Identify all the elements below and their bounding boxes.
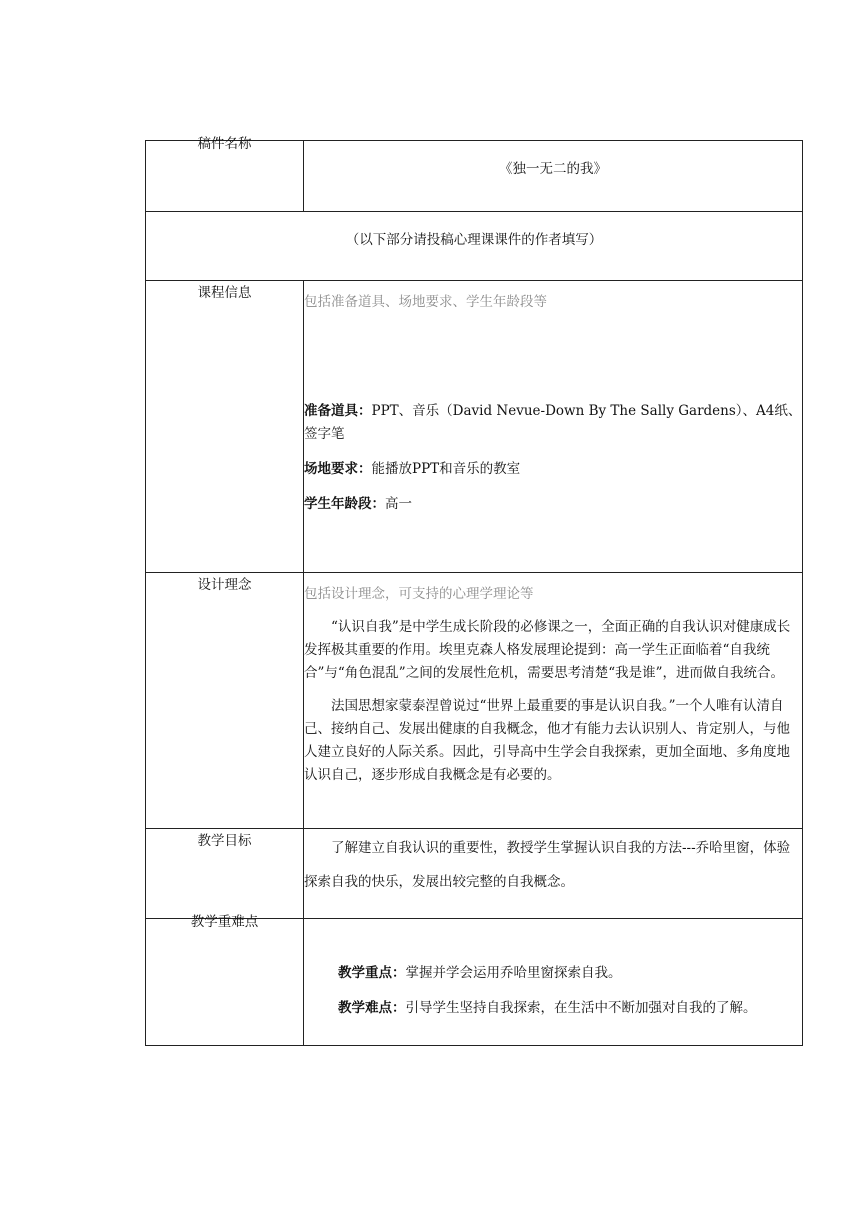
goal-row	[146, 829, 803, 919]
goal-cell	[304, 829, 803, 919]
props-line	[304, 400, 802, 446]
title-value-cell	[304, 141, 803, 212]
course-info-cell	[304, 281, 803, 573]
design-hint: 包括设计理念，可支持的心理学理论等	[304, 586, 534, 602]
venue-value: 能播放PPT和音乐的教室	[371, 461, 521, 477]
difficulty-line	[338, 997, 802, 1020]
design-para-2: 法国思想家蒙泰涅曾说过“世界上最重要的事是认识自我。”一个人唯有认清自己、接纳自己、发展出健康的自我概念，他才有能力去认识别人、肯定别人，与他人建立良好的人际关系。因此，引导高中生学会自我探索，更加全面地、多角度地认识自己，逐步形成自我概念是有必要的。	[304, 698, 790, 783]
note-row	[146, 212, 803, 281]
props-label: 准备道具：	[304, 403, 372, 419]
difficulty-label: 教学难点：	[338, 1000, 406, 1016]
design-row	[146, 573, 803, 829]
goal-label-cell	[146, 829, 304, 919]
focus-label: 教学重点：	[338, 965, 406, 981]
course-info-hint: 包括准备道具、场地要求、学生年龄段等	[304, 294, 547, 310]
props-value: PPT、音乐（David Nevue-Down By The Sally Gardens）、A4纸、签字笔	[304, 403, 802, 442]
title-label-cell	[146, 136, 304, 212]
age-label: 学生年龄段：	[304, 496, 385, 512]
course-form-table	[145, 136, 803, 1046]
title-row	[146, 141, 803, 212]
difficulty-value: 引导学生坚持自我探索，在生活中不断加强对自我的了解。	[405, 1000, 757, 1016]
title-value: 《独一无二的我》	[499, 161, 607, 177]
design-label: 设计理念	[197, 577, 252, 593]
key-points-label: 教学重难点	[190, 914, 259, 930]
key-points-row	[146, 919, 803, 1046]
focus-value: 掌握并学会运用乔哈里窗探索自我。	[405, 965, 622, 981]
age-line	[304, 493, 802, 516]
course-info-label: 课程信息	[197, 285, 252, 301]
goal-text: 了解建立自我认识的重要性，教授学生掌握认识自我的方法---乔哈里窗，体验探索自我的快乐，发展出较完整的自我概念。	[304, 840, 791, 890]
note-text: （以下部分请投稿心理课课件的作者填写）	[345, 232, 603, 248]
note-cell	[146, 212, 803, 281]
goal-label: 教学目标	[197, 833, 252, 849]
key-points-cell	[304, 919, 803, 1046]
venue-label: 场地要求：	[304, 461, 372, 477]
design-label-cell	[146, 573, 304, 829]
focus-line	[338, 962, 802, 985]
age-value: 高一	[385, 496, 412, 512]
design-cell	[304, 573, 803, 829]
course-info-row	[146, 281, 803, 573]
design-para-1: “认识自我”是中学生成长阶段的必修课之一，全面正确的自我认识对健康成长发挥极其重要的作用。埃里克森人格发展理论提到：高一学生正面临着“自我统合”与“角色混乱”之间的发展性危机，需要思考清楚“我是谁”，进而做自我统合。	[304, 619, 791, 681]
venue-line	[304, 458, 802, 481]
course-info-label-cell	[146, 281, 304, 573]
title-label: 稿件名称	[197, 136, 252, 152]
key-points-label-cell	[146, 914, 304, 1046]
